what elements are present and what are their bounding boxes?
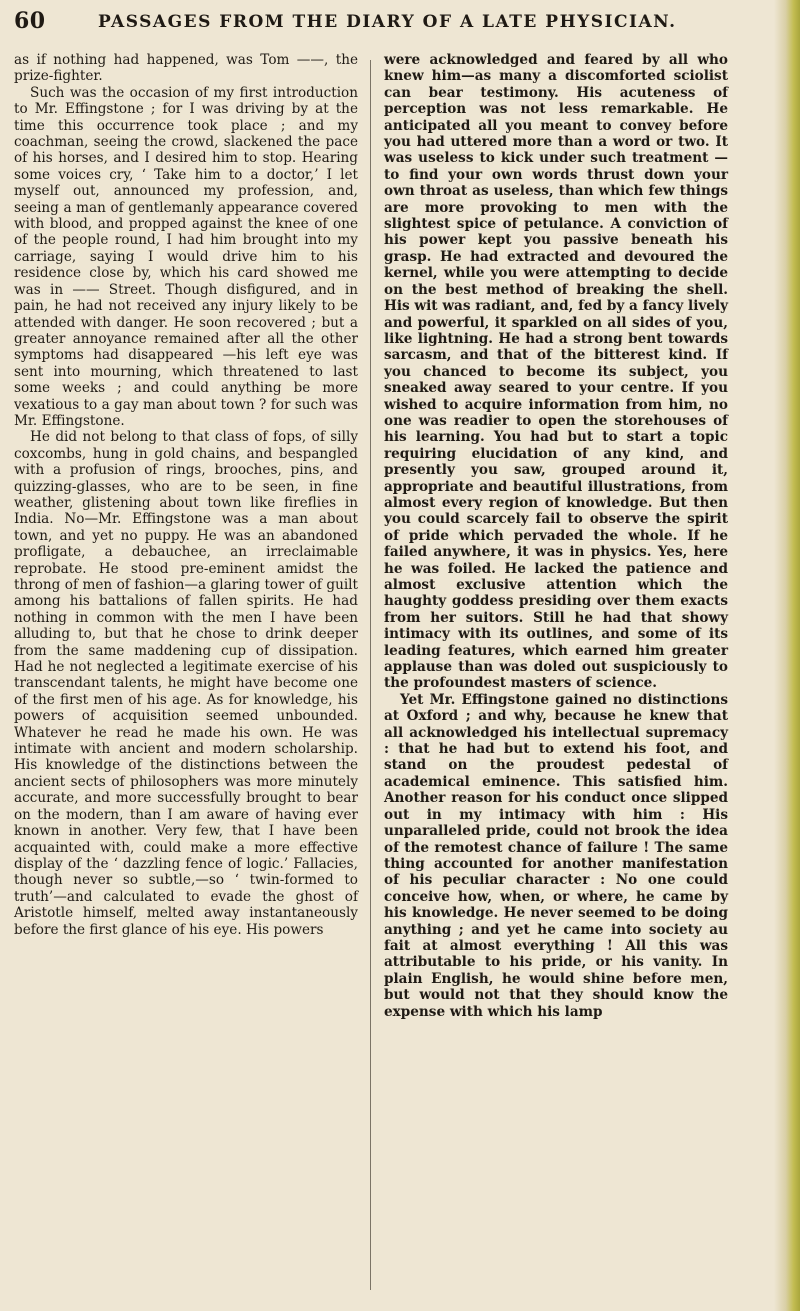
- page-edge-discoloration: [774, 0, 800, 1311]
- right-column: [384, 52, 728, 1020]
- paragraph: as if nothing had happened, was Tom ——, the prize-fighter.: [14, 52, 358, 85]
- running-head: PASSAGES FROM THE DIARY OF A LATE PHYSICIAN.: [98, 12, 677, 32]
- paragraph: Such was the occasion of my first introduction to Mr. Effingstone ; for I was driving by at the time this occurrence took place ; and my coachman, seeing the crowd, slackened the pace of his horses, and I desired him to stop. Hearing some voices cry, ‘ Take him to a doctor,’ I let myself out, announced my profession, and, seeing a man of gentlemanly appearance covered with blood, and propped against the knee of one of the people round, I had him brought into my carriage, saying I would drive him to his residence close by, which his card showed me was in —— Street. Though disfigured, and in pain, he had not received any injury likely to be attended with danger. He soon recovered ; but a greater annoyance remained after all the other symptoms had disappeared —his left eye was sent into mourning, which threatened to last some weeks ; and could anything be more vexatious to a gay man about town ? for such was Mr. Effingstone.: [14, 84, 358, 429]
- page-header: [14, 6, 769, 42]
- column-divider: [370, 60, 371, 1290]
- left-column: [14, 52, 358, 938]
- paragraph: Yet Mr. Effingstone gained no distinctions at Oxford ; and why, because he knew that all acknowledged his intellectual supremacy : that he had but to extend his foot, and stand on the proudest pedestal of academical eminence. This satisfied him. Another reason for his conduct once slipped out in my intimacy with him : His unparalleled pride, could not brook the idea of the remotest chance of failure ! The same thing accounted for another manifestation of his peculiar character : No one could conceive how, when, or where, he came by his knowledge. He never seemed to be doing anything ; and yet he came into society au fait at almost everything ! All this was attributable to his pride, or his vanity. In plain English, he would shine before men, but would not that they should know the expense with which his lamp: [384, 691, 728, 1020]
- page-number: 60: [14, 8, 46, 34]
- paragraph: were acknowledged and feared by all who knew him—as many a discomforted sciolist can bear testimony. His acuteness of perception was not less remarkable. He anticipated all you meant to convey before you had uttered more than a word or two. It was useless to kick under such treatment —to find your own words thrust down your own throat as useless, than which few things are more provoking to men with the slightest spice of petulance. A conviction of his power kept you passive beneath his grasp. He had extracted and devoured the kernel, while you were attempting to decide on the best method of breaking the shell. His wit was radiant, and, fed by a fancy lively and powerful, it sparkled on all sides of you, like lightning. He had a strong bent towards sarcasm, and that of the bitterest kind. If you chanced to become its subject, you sneaked away seared to your centre. If you wished to acquire information from him, no one was readier to open the storehouses of his learning. You had but to start a topic requiring elucidation of any kind, and presently you saw, grouped around it, appropriate and beautiful illustrations, from almost every region of knowledge. But then you could scarcely fail to observe the spirit of pride which pervaded the whole. If he failed anywhere, it was in physics. Yes, here he was foiled. He lacked the patience and almost exclusive attention which the haughty goddess presiding over them exacts from her suitors. Still he had that showy intimacy with its outlines, and some of its leading features, which earned him greater applause than was doled out suspiciously to the profoundest masters of science.: [384, 52, 728, 692]
- paragraph: He did not belong to that class of fops, of silly coxcombs, hung in gold chains, and bespangled with a profusion of rings, brooches, pins, and quizzing-glasses, who are to be seen, in fine weather, glistening about town like fireflies in India. No—Mr. Effingstone was a man about town, and yet no puppy. He was an abandoned profligate, a debauchee, an irreclaimable reprobate. He stood pre-eminent amidst the throng of men of fashion—a glaring tower of guilt among his battalions of fallen spirits. He had nothing in common with the men I have been alluding to, but that he chose to drink deeper from the same maddening cup of dissipation. Had he not neglected a legitimate exercise of his transcendant talents, he might have become one of the first men of his age. As for knowledge, his powers of acquisition seemed unbounded. Whatever he read he made his own. He was intimate with ancient and modern scholarship. His knowledge of the distinctions between the ancient sects of philosophers was more minutely accurate, and more successfully brought to bear on the modern, than I am aware of having ever known in another. Very few, that I have been acquainted with, could make a more effective display of the ‘ dazzling fence of logic.’ Fallacies, though never so subtle,—so ‘ twin-formed to truth’—and calculated to evade the ghost of Aristotle himself, melted away instantaneously before the first glance of his eye. His powers: [14, 429, 358, 938]
